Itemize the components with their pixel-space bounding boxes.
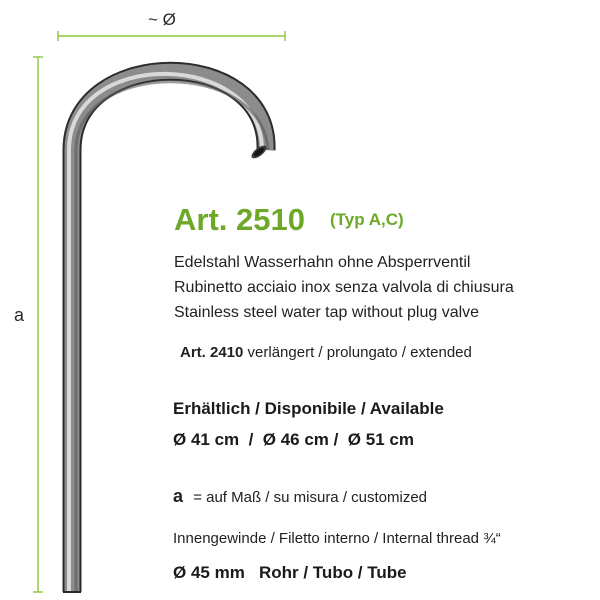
custom-line — [173, 486, 427, 507]
height-label: a — [14, 305, 25, 325]
description-de: Edelstahl Wasserhahn ohne Absperrventil — [174, 254, 471, 271]
availability-heading: Erhältlich / Disponibile / Available — [173, 399, 444, 418]
description-en: Stainless steel water tap without plug valve — [174, 304, 480, 321]
tube-line: Ø 45 mm Rohr / Tubo / Tube — [173, 563, 407, 582]
diameter-label: ~ Ø — [148, 10, 176, 29]
thread-line: Innengewinde / Filetto interno / Internal thread ¾“ — [173, 530, 501, 547]
diameter-dimension-line — [58, 31, 285, 41]
description-it: Rubinetto acciaio inox senza valvola di chiusura — [174, 279, 514, 296]
extended-line — [180, 344, 472, 361]
extended-article: Art. 2410 — [180, 344, 244, 361]
availability-sizes: Ø 41 cm / Ø 46 cm / Ø 51 cm — [173, 430, 414, 449]
product-title: Art. 2510 — [174, 202, 305, 237]
custom-letter: a — [173, 486, 184, 506]
custom-text: = auf Maß / su misura / customized — [193, 489, 428, 506]
height-dimension-line — [33, 57, 43, 592]
stainless-steel-pipe — [63, 71, 269, 592]
extended-text: verlängert / prolungato / extended — [247, 344, 472, 361]
product-type: (Typ A,C) — [330, 210, 404, 229]
